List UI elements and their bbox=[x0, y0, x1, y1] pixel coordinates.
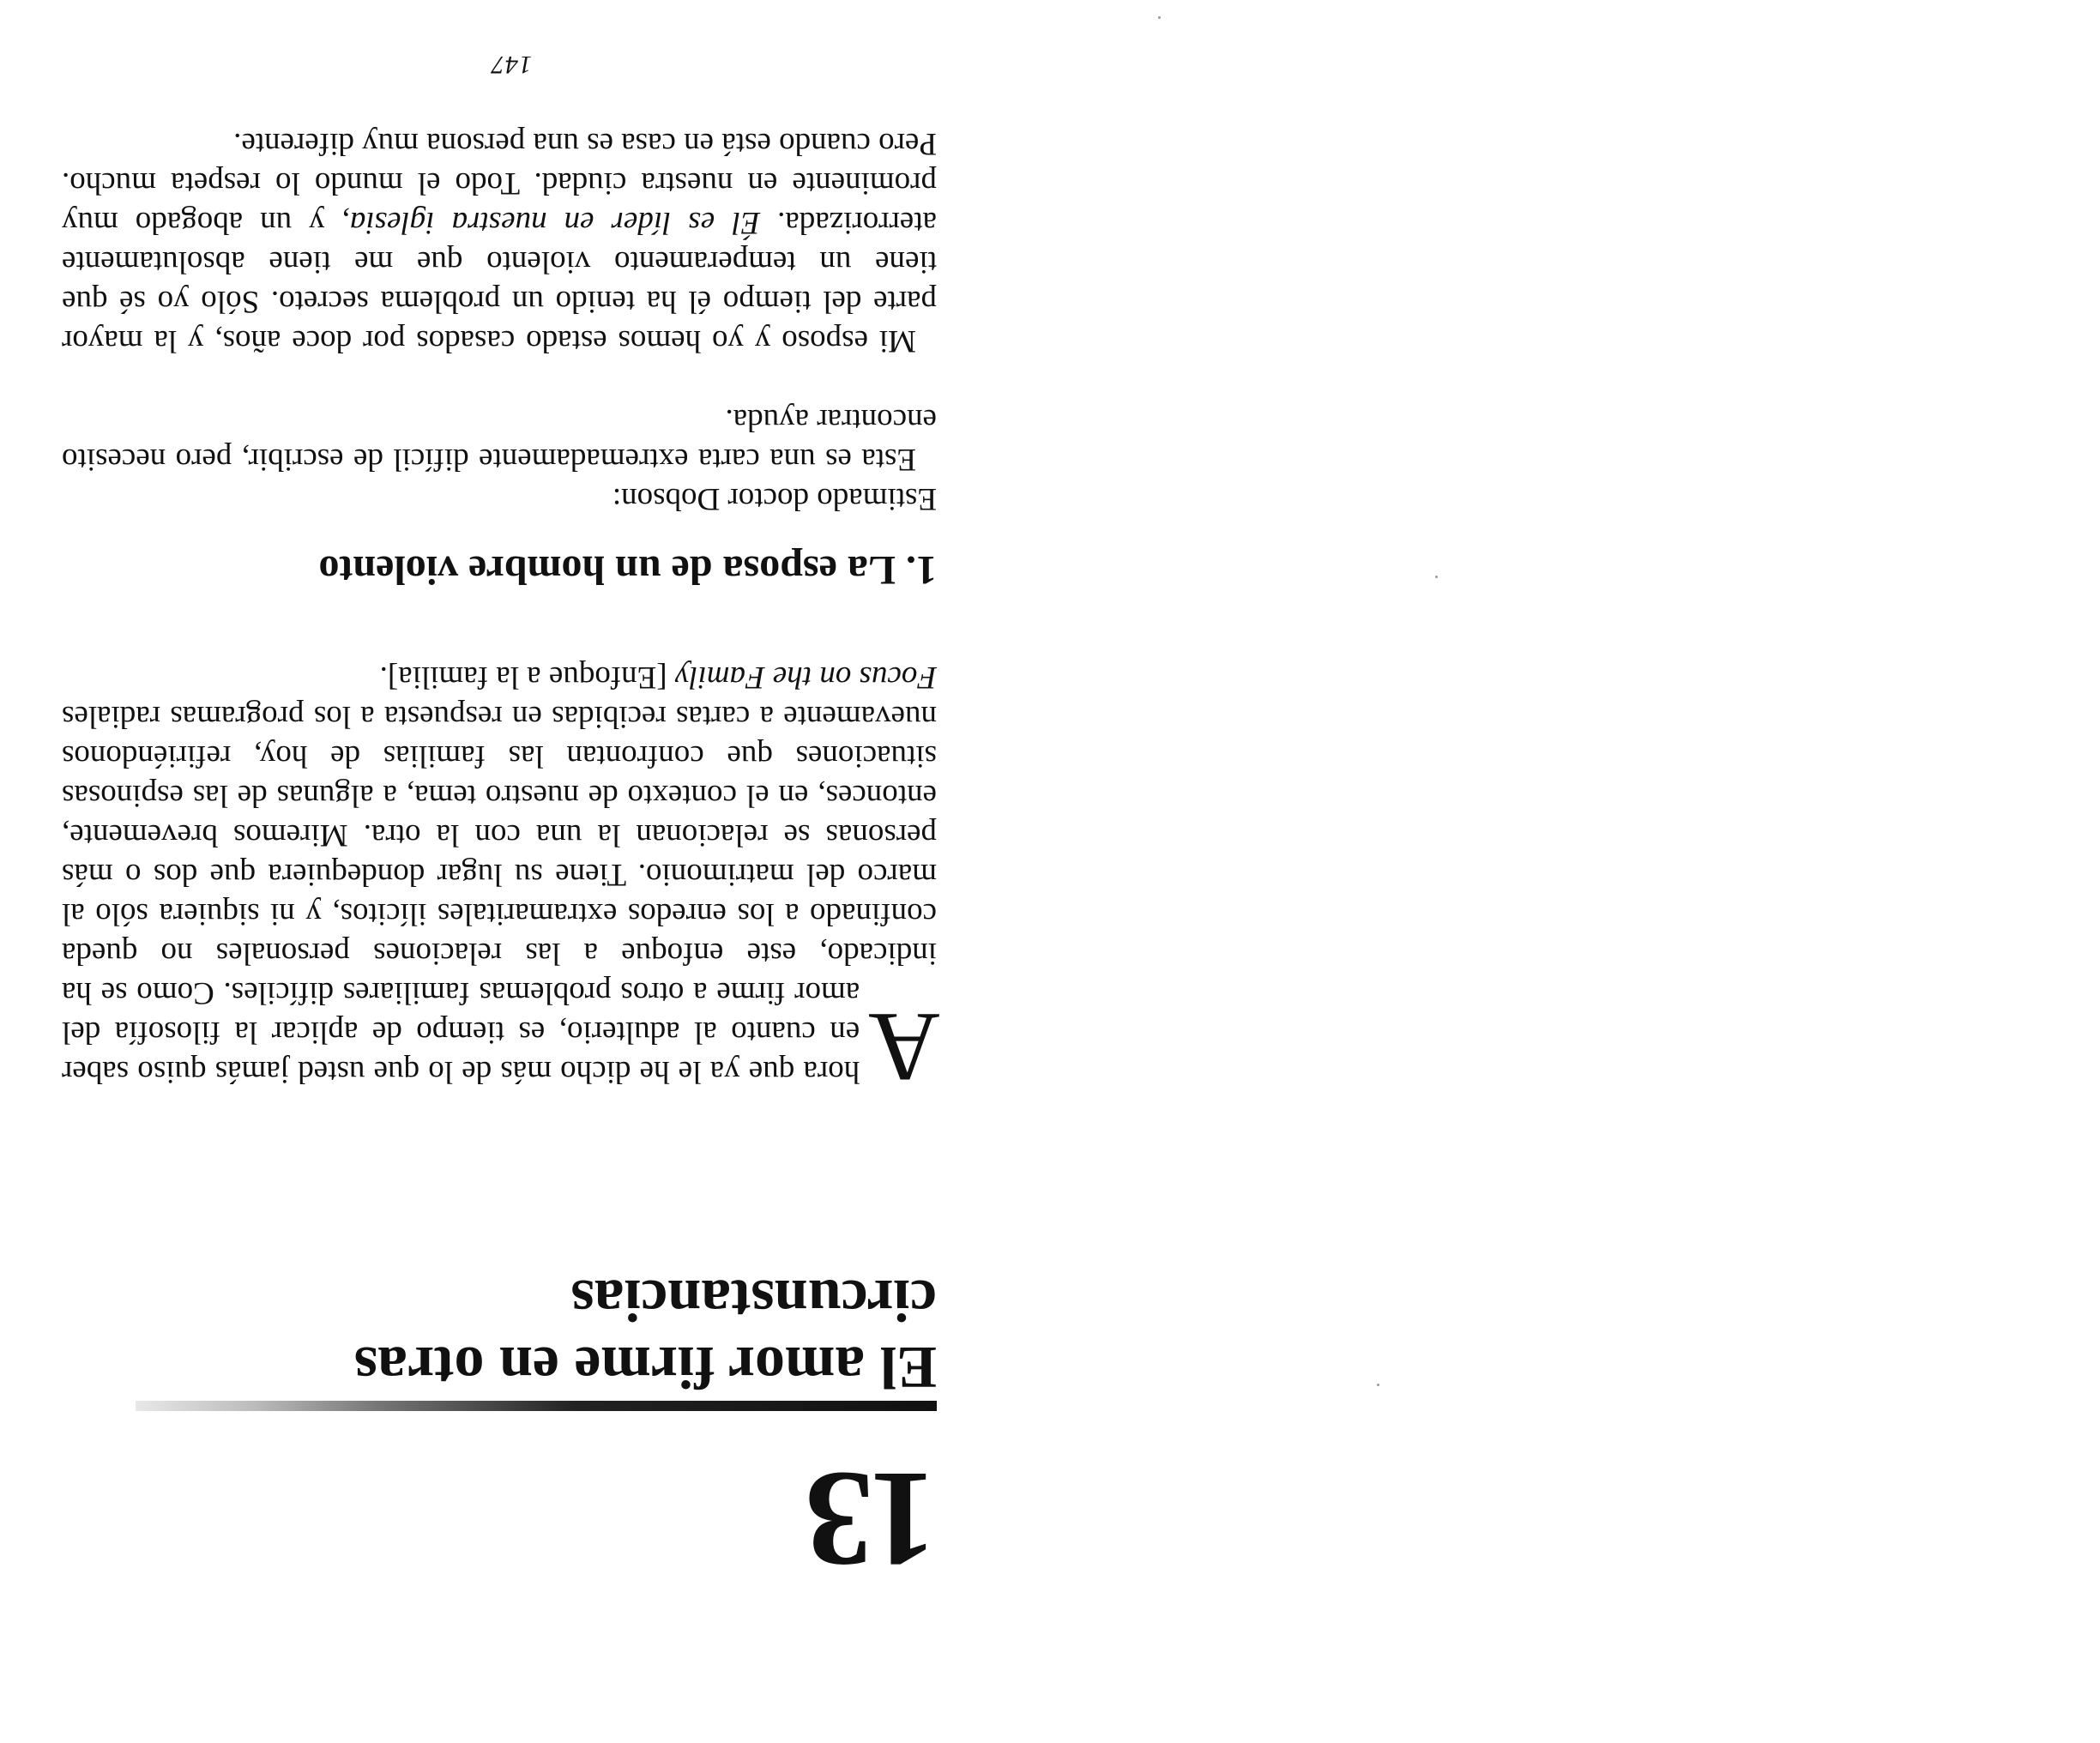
intro-paragraph bbox=[62, 657, 940, 1101]
intro-text-part1: hora que ya le he dicho más de lo que usted jamás quiso saber en cuanto al adulterio, es tiempo de aplicar la filosofía del amor firme a otros problemas familiares difíciles. Como se ha indicado, este enfoque a las relaciones personales no queda confinado a los enredos extramaritales ilícitos, y ni siquiera sólo al marco del matrimonio. Tiene su lugar dondequiera que dos o más personas se relacionan la una con la otra. Miremos brevemente, entonces, en el contexto de nuestro tema, a algunas de las espinosas situaciones que confrontan las familias de hoy, refiriéndonos nuevamente a cartas recibidas en respuesta a los programas radiales bbox=[62, 699, 937, 1089]
letter-paragraph-2 bbox=[62, 124, 937, 360]
page-number: 147 bbox=[491, 51, 532, 79]
letter-salutation: Estimado doctor Dobson: bbox=[612, 481, 937, 516]
chapter-title: El amor firme en otras circunstancias bbox=[353, 1267, 937, 1400]
letter-paragraph-2-part2: , y un abogado muy prominente en nuestra ciudad. Todo el mundo lo respeta mucho. Pero cuando está en casa es una persona muy diferente. bbox=[61, 126, 937, 240]
intro-text-part2: [Enfoque a la familia]. bbox=[379, 660, 675, 695]
chapter-number: 13 bbox=[810, 1444, 937, 1596]
letter-paragraph-2-italic: Él es líder en nuestra iglesia bbox=[349, 205, 761, 240]
chapter-rule bbox=[136, 1401, 937, 1411]
scan-speck bbox=[1435, 576, 1438, 578]
letter-paragraph-2-part1: Mi esposo y yo hemos estado casados por doce años, y la mayor parte del tiempo él ha tenido un problema secreto. Sólo yo sé que tiene un temperamento violento que me tiene absolutamente aterrorizada. bbox=[62, 205, 937, 359]
scan-speck bbox=[1158, 16, 1161, 19]
scan-speck bbox=[1377, 1384, 1379, 1386]
section-heading: 1. La esposa de un hombre violento bbox=[318, 547, 937, 593]
program-name: Focus on the Family bbox=[674, 660, 937, 695]
letter-paragraph-1: Esta es una carta extremadamente difícil de escribir, pero necesito encontrar ayuda. bbox=[62, 402, 937, 477]
drop-cap: A bbox=[868, 992, 940, 1101]
